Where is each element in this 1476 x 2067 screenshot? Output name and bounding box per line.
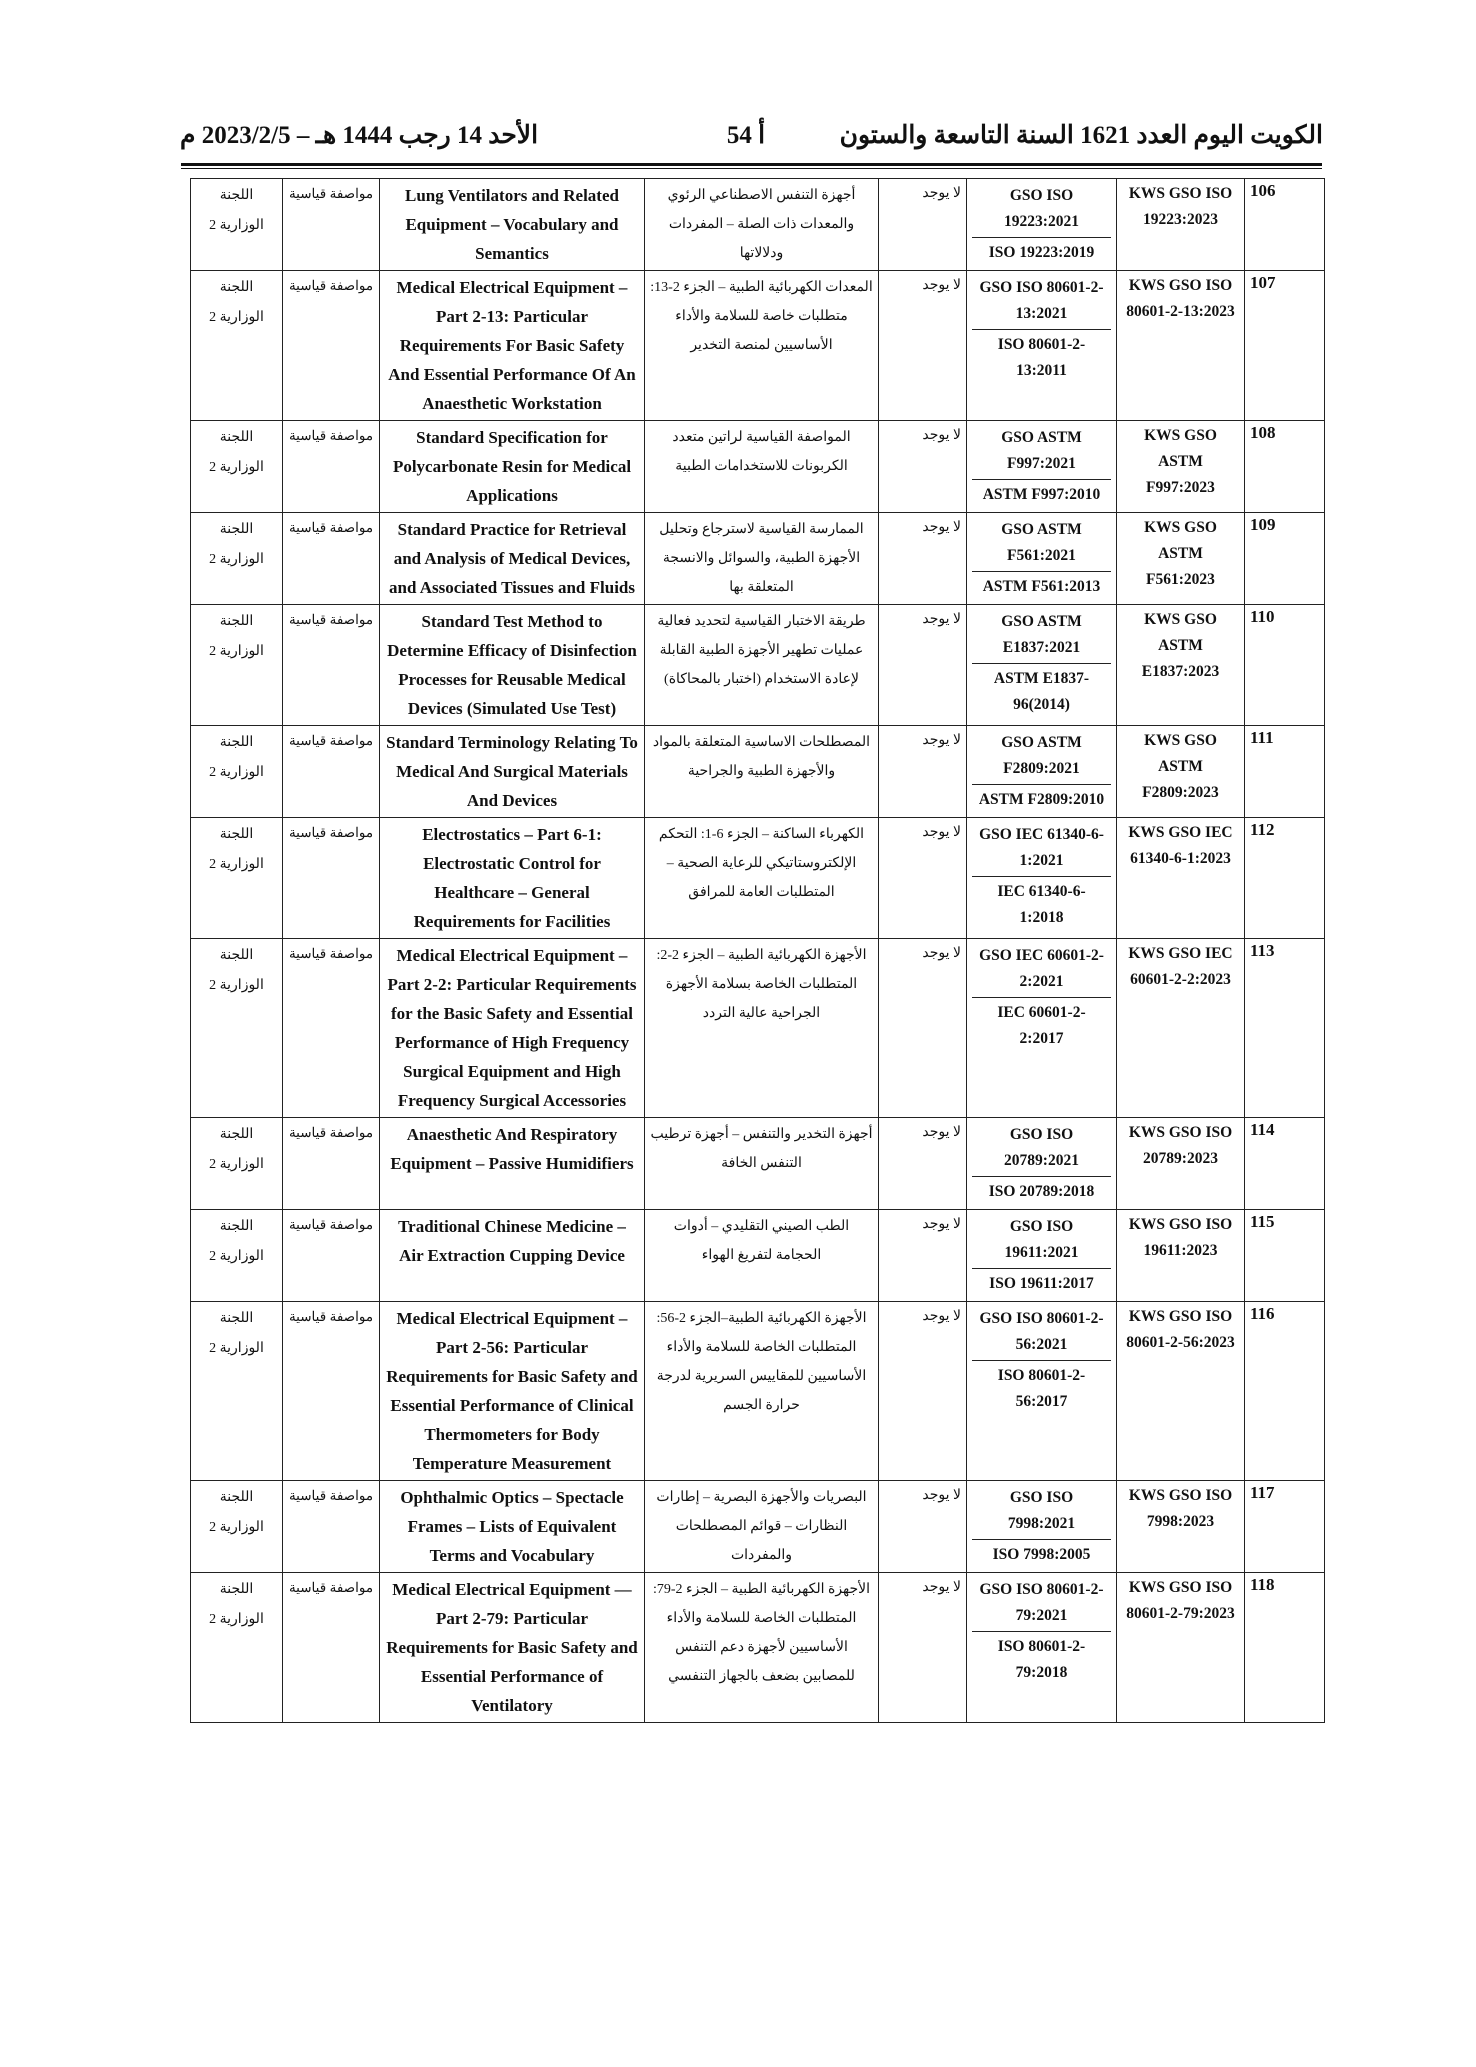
english-title: Medical Electrical Equipment – Part 2-13: Particular Requirements For Basic Safety And Essential Performance Of An Anaesthetic Workstation (380, 271, 645, 421)
iso-code: ISO 80601-2-56:2017 (997, 1367, 1086, 1410)
document-type: مواصفة قياسية (283, 1573, 380, 1723)
kws-code: KWS GSO ISO 20789:2023 (1117, 1118, 1245, 1210)
document-type: مواصفة قياسية (283, 179, 380, 271)
arabic-title: الممارسة القياسية لاسترجاع وتحليل الأجهزة الطبية، والسوائل والانسجة المتعلقة بها (645, 513, 879, 605)
standards-table (190, 178, 1325, 1723)
document-type: مواصفة قياسية (283, 421, 380, 513)
none-cell: لا يوجد (879, 1210, 967, 1302)
row-number: 115 (1245, 1210, 1325, 1302)
document-type: مواصفة قياسية (283, 1481, 380, 1573)
english-title: Standard Practice for Retrieval and Analysis of Medical Devices, and Associated Tissues and Fluids (380, 513, 645, 605)
iso-code: ISO 80601-2-79:2018 (997, 1638, 1086, 1681)
row-number: 108 (1245, 421, 1325, 513)
committee: اللجنة الوزارية 2 (191, 1302, 283, 1481)
gso-code: GSO ISO 19223:2021 (972, 181, 1111, 238)
english-title: Medical Electrical Equipment – Part 2-2: Particular Requirements for the Basic Safety and Essential Performance of High Frequency Surgical Equipment and High Frequency Surgical Accessories (380, 939, 645, 1118)
reference-cell (967, 1481, 1117, 1573)
reference-cell (967, 179, 1117, 271)
kws-code: KWS GSO ISO 80601-2-13:2023 (1117, 271, 1245, 421)
table-row (191, 1118, 1325, 1210)
reference-cell (967, 421, 1117, 513)
iso-code: ASTM E1837-96(2014) (993, 670, 1090, 713)
none-cell: لا يوجد (879, 513, 967, 605)
committee: اللجنة الوزارية 2 (191, 513, 283, 605)
arabic-title: الأجهزة الكهربائية الطبية – الجزء 2-2: المتطلبات الخاصة بسلامة الأجهزة الجراحية عالية التردد (645, 939, 879, 1118)
row-number: 111 (1245, 726, 1325, 818)
arabic-title: الأجهزة الكهربائية الطبية – الجزء 2-79: المتطلبات الخاصة للسلامة والأداء الأساسيين لأجهزة دعم التنفس للمصابين بضعف بالجهاز التنفسي (645, 1573, 879, 1723)
row-number: 106 (1245, 179, 1325, 271)
kws-code: KWS GSO ASTM F561:2023 (1117, 513, 1245, 605)
arabic-title: الكهرباء الساكنة – الجزء 6-1: التحكم الإلكتروستاتيكي للرعاية الصحية – المتطلبات العامة للمرافق (645, 818, 879, 939)
iso-code: ISO 7998:2005 (992, 1546, 1091, 1563)
header-page-number: أ 54 (726, 122, 766, 149)
english-title: Ophthalmic Optics – Spectacle Frames – Lists of Equivalent Terms and Vocabulary (380, 1481, 645, 1573)
table-row (191, 605, 1325, 726)
kws-code: KWS GSO ASTM E1837:2023 (1117, 605, 1245, 726)
committee: اللجنة الوزارية 2 (191, 1118, 283, 1210)
gso-code: GSO ISO 20789:2021 (972, 1120, 1111, 1177)
document-type: مواصفة قياسية (283, 1210, 380, 1302)
iso-code: IEC 60601-2-2:2017 (997, 1004, 1086, 1047)
document-type: مواصفة قياسية (283, 1302, 380, 1481)
reference-cell (967, 1302, 1117, 1481)
none-cell: لا يوجد (879, 1573, 967, 1723)
page-header (180, 120, 1323, 164)
reference-cell (967, 1573, 1117, 1723)
english-title: Standard Terminology Relating To Medical And Surgical Materials And Devices (380, 726, 645, 818)
reference-cell (967, 818, 1117, 939)
committee: اللجنة الوزارية 2 (191, 605, 283, 726)
kws-code: KWS GSO ISO 80601-2-56:2023 (1117, 1302, 1245, 1481)
none-cell: لا يوجد (879, 818, 967, 939)
committee: اللجنة الوزارية 2 (191, 1573, 283, 1723)
document-type: مواصفة قياسية (283, 726, 380, 818)
header-issue: الكويت اليوم العدد 1621 السنة التاسعة والستون (839, 122, 1323, 149)
table-row (191, 179, 1325, 271)
header-rule-thick (181, 163, 1322, 166)
table-row (191, 1302, 1325, 1481)
arabic-title: أجهزة التخدير والتنفس – أجهزة ترطيب التنفس الخافة (645, 1118, 879, 1210)
row-number: 117 (1245, 1481, 1325, 1573)
arabic-title: أجهزة التنفس الاصطناعي الرئوي والمعدات ذات الصلة – المفردات ودلالاتها (645, 179, 879, 271)
reference-cell (967, 271, 1117, 421)
gso-code: GSO ISO 19611:2021 (972, 1212, 1111, 1269)
committee: اللجنة الوزارية 2 (191, 421, 283, 513)
english-title: Electrostatics – Part 6-1: Electrostatic Control for Healthcare – General Requirements for Facilities (380, 818, 645, 939)
kws-code: KWS GSO ASTM F997:2023 (1117, 421, 1245, 513)
english-title: Standard Test Method to Determine Efficacy of Disinfection Processes for Reusable Medical Devices (Simulated Use Test) (380, 605, 645, 726)
gso-code: GSO ISO 7998:2021 (972, 1483, 1111, 1540)
none-cell: لا يوجد (879, 1481, 967, 1573)
committee: اللجنة الوزارية 2 (191, 271, 283, 421)
reference-cell (967, 1118, 1117, 1210)
arabic-title: المعدات الكهربائية الطبية – الجزء 2-13: متطلبات خاصة للسلامة والأداء الأساسيين لمنصة التخدير (645, 271, 879, 421)
table-row (191, 1481, 1325, 1573)
iso-code: IEC 61340-6-1:2018 (997, 883, 1086, 926)
row-number: 110 (1245, 605, 1325, 726)
english-title: Anaesthetic And Respiratory Equipment – Passive Humidifiers (380, 1118, 645, 1210)
gso-code: GSO ISO 80601-2-56:2021 (972, 1304, 1111, 1361)
arabic-title: المصطلحات الاساسية المتعلقة بالمواد والأجهزة الطبية والجراحية (645, 726, 879, 818)
arabic-title: طريقة الاختبار القياسية لتحديد فعالية عمليات تطهير الأجهزة الطبية القابلة لإعادة الاستخدام (اختبار بالمحاكاة) (645, 605, 879, 726)
none-cell: لا يوجد (879, 726, 967, 818)
iso-code: ASTM F2809:2010 (978, 791, 1105, 808)
row-number: 113 (1245, 939, 1325, 1118)
table-row (191, 726, 1325, 818)
kws-code: KWS GSO IEC 60601-2-2:2023 (1117, 939, 1245, 1118)
reference-cell (967, 1210, 1117, 1302)
document-type: مواصفة قياسية (283, 818, 380, 939)
row-number: 114 (1245, 1118, 1325, 1210)
iso-code: ISO 20789:2018 (988, 1183, 1095, 1200)
row-number: 112 (1245, 818, 1325, 939)
header-date: الأحد 14 رجب 1444 هـ – 2023/2/5 م (180, 122, 539, 149)
table-row (191, 1573, 1325, 1723)
iso-code: ASTM F561:2013 (982, 578, 1101, 595)
english-title: Traditional Chinese Medicine – Air Extraction Cupping Device (380, 1210, 645, 1302)
committee: اللجنة الوزارية 2 (191, 818, 283, 939)
arabic-title: المواصفة القياسية لراتين متعدد الكربونات للاستخدامات الطبية (645, 421, 879, 513)
row-number: 116 (1245, 1302, 1325, 1481)
gso-code: GSO IEC 60601-2-2:2021 (972, 941, 1111, 998)
gso-code: GSO ASTM F561:2021 (972, 515, 1111, 572)
document-type: مواصفة قياسية (283, 271, 380, 421)
committee: اللجنة الوزارية 2 (191, 179, 283, 271)
table-row (191, 513, 1325, 605)
arabic-title: البصريات والأجهزة البصرية – إطارات النظارات – قوائم المصطلحات والمفردات (645, 1481, 879, 1573)
reference-cell (967, 605, 1117, 726)
row-number: 107 (1245, 271, 1325, 421)
iso-code: ASTM F997:2010 (982, 486, 1101, 503)
header-rule-thin (181, 168, 1322, 169)
arabic-title: الأجهزة الكهربائية الطبية–الجزء 2-56: المتطلبات الخاصة للسلامة والأداء الأساسيين للمقاييس السريرية لدرجة حرارة الجسم (645, 1302, 879, 1481)
none-cell: لا يوجد (879, 605, 967, 726)
none-cell: لا يوجد (879, 1118, 967, 1210)
kws-code: KWS GSO IEC 61340-6-1:2023 (1117, 818, 1245, 939)
row-number: 118 (1245, 1573, 1325, 1723)
document-type: مواصفة قياسية (283, 1118, 380, 1210)
reference-cell (967, 513, 1117, 605)
none-cell: لا يوجد (879, 939, 967, 1118)
kws-code: KWS GSO ISO 19223:2023 (1117, 179, 1245, 271)
none-cell: لا يوجد (879, 179, 967, 271)
document-type: مواصفة قياسية (283, 939, 380, 1118)
none-cell: لا يوجد (879, 421, 967, 513)
english-title: Lung Ventilators and Related Equipment – Vocabulary and Semantics (380, 179, 645, 271)
document-type: مواصفة قياسية (283, 513, 380, 605)
english-title: Standard Specification for Polycarbonate Resin for Medical Applications (380, 421, 645, 513)
table-row (191, 271, 1325, 421)
table-row (191, 421, 1325, 513)
table-row (191, 818, 1325, 939)
iso-code: ISO 19223:2019 (988, 244, 1095, 261)
gso-code: GSO ASTM F2809:2021 (972, 728, 1111, 785)
kws-code: KWS GSO ISO 19611:2023 (1117, 1210, 1245, 1302)
english-title: Medical Electrical Equipment — Part 2-79: Particular Requirements for Basic Safety and Essential Performance of Ventilatory (380, 1573, 645, 1723)
gso-code: GSO ASTM F997:2021 (972, 423, 1111, 480)
gso-code: GSO ASTM E1837:2021 (972, 607, 1111, 664)
kws-code: KWS GSO ISO 80601-2-79:2023 (1117, 1573, 1245, 1723)
document-type: مواصفة قياسية (283, 605, 380, 726)
committee: اللجنة الوزارية 2 (191, 939, 283, 1118)
english-title: Medical Electrical Equipment – Part 2-56: Particular Requirements for Basic Safety and Essential Performance of Clinical Thermometers for Body Temperature Measurement (380, 1302, 645, 1481)
table-row (191, 939, 1325, 1118)
none-cell: لا يوجد (879, 271, 967, 421)
reference-cell (967, 939, 1117, 1118)
none-cell: لا يوجد (879, 1302, 967, 1481)
iso-code: ISO 80601-2-13:2011 (997, 336, 1086, 379)
committee: اللجنة الوزارية 2 (191, 1210, 283, 1302)
committee: اللجنة الوزارية 2 (191, 1481, 283, 1573)
kws-code: KWS GSO ASTM F2809:2023 (1117, 726, 1245, 818)
gso-code: GSO ISO 80601-2-13:2021 (972, 273, 1111, 330)
gso-code: GSO ISO 80601-2-79:2021 (972, 1575, 1111, 1632)
arabic-title: الطب الصيني التقليدي – أدوات الحجامة لتفريغ الهواء (645, 1210, 879, 1302)
kws-code: KWS GSO ISO 7998:2023 (1117, 1481, 1245, 1573)
iso-code: ISO 19611:2017 (989, 1275, 1094, 1292)
row-number: 109 (1245, 513, 1325, 605)
table-row (191, 1210, 1325, 1302)
gso-code: GSO IEC 61340-6-1:2021 (972, 820, 1111, 877)
reference-cell (967, 726, 1117, 818)
committee: اللجنة الوزارية 2 (191, 726, 283, 818)
